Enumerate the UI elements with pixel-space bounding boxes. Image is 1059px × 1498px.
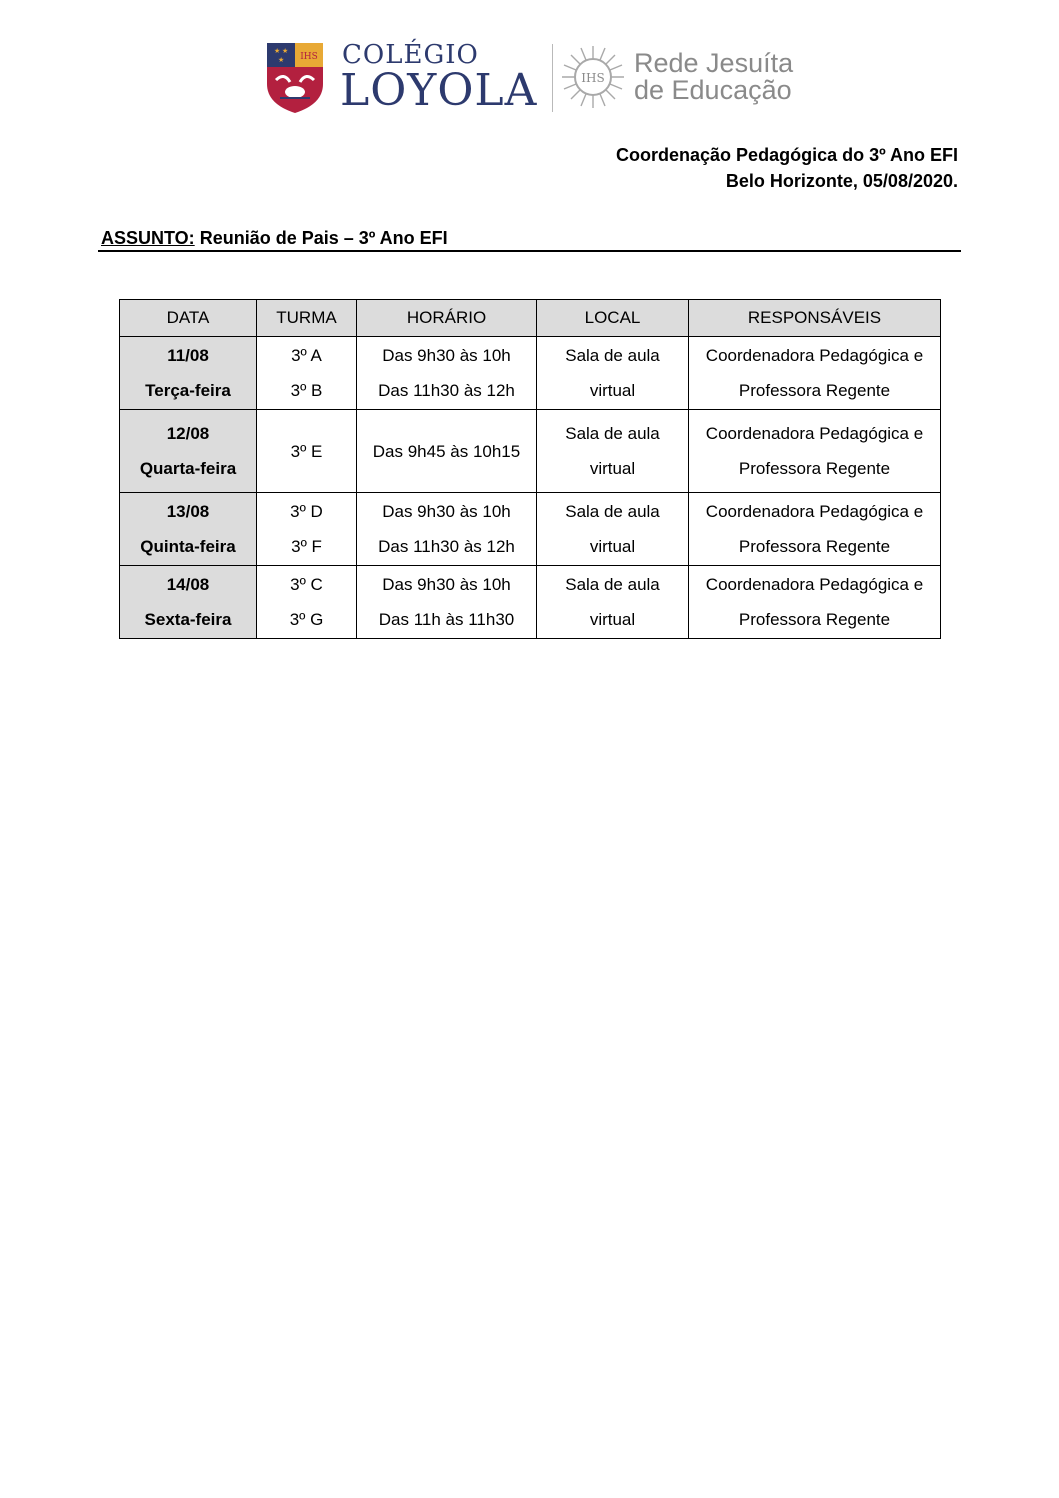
network-name <box>634 50 793 104</box>
school-shield-icon <box>266 42 324 114</box>
table-header-row <box>120 300 941 337</box>
table-row <box>120 410 941 493</box>
location-line: Sala de aula <box>565 502 660 521</box>
column-header-horario: HORÁRIO <box>357 300 537 337</box>
location-line: Sala de aula <box>565 346 660 365</box>
location-line: virtual <box>589 459 636 478</box>
table-row <box>120 493 941 566</box>
date-cell <box>120 566 257 639</box>
jesuit-seal-icon <box>560 44 626 110</box>
svg-text:IHS: IHS <box>300 52 318 62</box>
time-cell <box>357 337 537 410</box>
location-cell <box>537 410 689 493</box>
responsible-line: Professora Regente <box>738 381 891 400</box>
column-header-data: DATA <box>120 300 257 337</box>
date-value: 14/08 <box>166 575 210 594</box>
class-cell <box>257 493 357 566</box>
class-value: 3º F <box>291 537 322 556</box>
date-cell <box>120 410 257 493</box>
time-value: Das 9h30 às 10h <box>382 502 511 521</box>
school-name-line2: LOYOLA <box>340 65 538 116</box>
weekday-value: Sexta-feira <box>144 610 232 629</box>
date-cell <box>120 493 257 566</box>
weekday-value: Quinta-feira <box>140 537 236 556</box>
time-value: Das 9h30 às 10h <box>382 575 511 594</box>
time-cell <box>357 566 537 639</box>
svg-text:★: ★ <box>278 56 285 64</box>
subject-label: ASSUNTO: <box>101 228 195 248</box>
class-cell <box>257 566 357 639</box>
location-line: virtual <box>589 381 636 400</box>
school-logo <box>266 40 796 116</box>
column-header-turma: TURMA <box>257 300 357 337</box>
time-value: Das 11h30 às 12h <box>378 381 515 400</box>
school-name-line1: COLÉGIO <box>342 40 479 70</box>
responsible-cell <box>689 410 941 493</box>
subject-text: Reunião de Pais – 3º Ano EFI <box>194 228 448 248</box>
class-value: 3º E <box>290 441 323 461</box>
weekday-value: Terça-feira <box>145 381 231 400</box>
column-header-local: LOCAL <box>537 300 689 337</box>
time-value: Das 11h30 às 12h <box>378 537 515 556</box>
svg-text:★: ★ <box>274 47 281 55</box>
responsible-cell <box>689 337 941 410</box>
responsible-line: Coordenadora Pedagógica e <box>705 575 924 594</box>
date-value: 13/08 <box>166 502 210 521</box>
class-cell <box>257 337 357 410</box>
location-cell <box>537 337 689 410</box>
class-value: 3º G <box>289 610 324 629</box>
location-line: virtual <box>589 537 636 556</box>
table-row <box>120 337 941 410</box>
class-value: 3º A <box>291 346 322 365</box>
time-cell <box>357 493 537 566</box>
time-value: Das 9h45 às 10h15 <box>372 441 521 461</box>
location-line: Sala de aula <box>565 575 660 594</box>
subject-line <box>101 227 448 249</box>
responsible-line: Coordenadora Pedagógica e <box>705 424 924 443</box>
responsible-line: Professora Regente <box>738 537 891 556</box>
location-line: virtual <box>589 610 636 629</box>
horizontal-rule <box>98 250 961 252</box>
class-value: 3º D <box>290 502 323 521</box>
responsible-line: Coordenadora Pedagógica e <box>705 346 924 365</box>
place-date: Belo Horizonte, 05/08/2020. <box>725 171 958 191</box>
table-row <box>120 566 941 639</box>
svg-text:IHS: IHS <box>581 71 605 85</box>
meeting-schedule-table <box>119 299 941 639</box>
time-value: Das 11h às 11h30 <box>378 610 515 629</box>
responsible-line: Professora Regente <box>738 459 891 478</box>
time-value: Das 9h30 às 10h <box>382 346 511 365</box>
network-name-line1: Rede Jesuíta <box>634 48 794 78</box>
responsible-cell <box>689 493 941 566</box>
date-value: 11/08 <box>167 346 209 365</box>
weekday-value: Quarta-feira <box>139 459 237 478</box>
class-value: 3º B <box>290 381 323 400</box>
location-cell <box>537 566 689 639</box>
location-line: Sala de aula <box>565 424 660 443</box>
responsible-line: Coordenadora Pedagógica e <box>705 502 924 521</box>
date-cell <box>120 337 257 410</box>
responsible-line: Professora Regente <box>738 610 891 629</box>
column-header-responsaveis: RESPONSÁVEIS <box>689 300 941 337</box>
coordination-title: Coordenação Pedagógica do 3º Ano EFI <box>616 145 958 165</box>
time-cell <box>357 410 537 493</box>
document-heading <box>616 142 958 194</box>
date-value: 12/08 <box>166 424 210 443</box>
location-cell <box>537 493 689 566</box>
class-cell <box>257 410 357 493</box>
svg-text:★: ★ <box>282 47 289 55</box>
class-value: 3º C <box>290 575 323 594</box>
network-name-line2: de Educação <box>634 75 792 105</box>
logo-divider <box>552 44 553 112</box>
responsible-cell <box>689 566 941 639</box>
